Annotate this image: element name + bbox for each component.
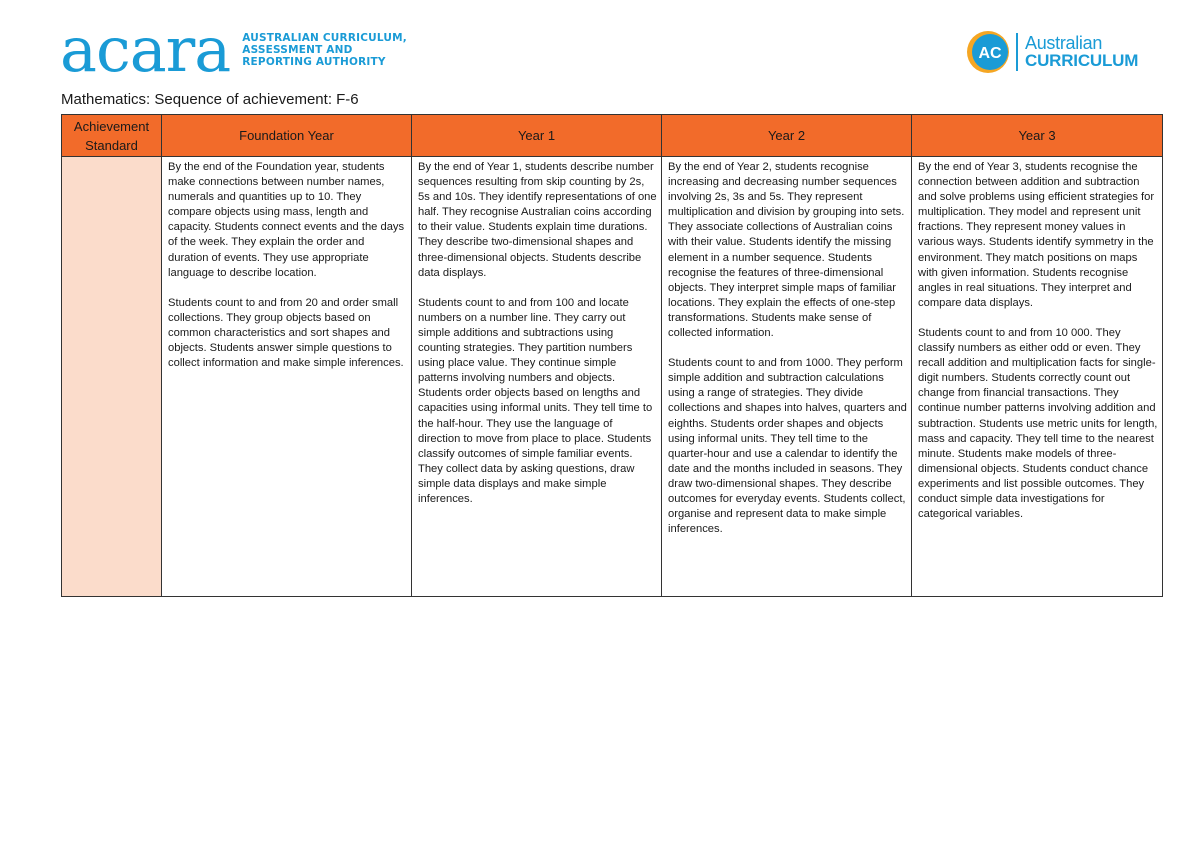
achievement-table: [61, 114, 1163, 597]
year-2-paragraph-1: By the end of Year 2, students recognise increasing and decreasing number sequences involving 2s, 3s and 5s. They represent multiplication and division by grouping into sets. They associate collections of Australian coins with their value. Students identify the missing element in a number sequence. Students recognise the features of three-dimensional objects. They interpret simple maps of familiar locations. They explain the effects of one-step transformations. Students make sense of collected information.: [668, 161, 905, 340]
year-1-paragraph-2: Students count to and from 100 and locate numbers on a number line. They carry out simple additions and subtractions using counting strategies. They partition numbers using place value. They continue simple patterns involving numbers and objects. Students order objects based on lengths and capacities using informal units. They tell time to the half-hour. They use the language of direction to move from place to place. Students classify outcomes of simple familiar events. They collect data by asking questions, draw simple data displays and make simple inferences.: [418, 296, 653, 505]
acara-logo-line: AUSTRALIAN CURRICULUM,: [242, 32, 407, 44]
acara-logo-line: REPORTING AUTHORITY: [242, 56, 386, 68]
page-title: Mathematics: Sequence of achievement: F-6: [61, 91, 359, 108]
header-foundation-year: Foundation Year: [162, 115, 412, 157]
header-year-3: Year 3: [912, 115, 1163, 157]
header-achievement-standard: [62, 115, 162, 157]
year-2-paragraph-2: Students count to and from 1000. They perform simple addition and subtraction calculations using a range of strategies. They divide collections and shapes into halves, quarters and eighths. Students order shapes and objects using informal units. They tell time to the quarter-hour and use a calendar to identify the date and the months included in seasons. They draw two-dimensional shapes. They describe outcomes for everyday events. Students collect, organise and represent data to make simple inferences.: [668, 357, 907, 536]
page-header: [0, 0, 1200, 90]
year-1-cell: [412, 157, 662, 597]
ac-badge-text: AC: [978, 45, 1002, 62]
acara-logo-word: acara: [60, 13, 231, 86]
table-row: [62, 157, 1163, 597]
year-3-paragraph-2: Students count to and from 10 000. They classify numbers as either odd or even. They recall addition and multiplication facts for single-digit numbers. Students correctly count out change from financial transactions. They continue number patterns involving addition and subtraction. Students use metric units for length, mass and capacity. They tell time to the nearest minute. Students make models of three-dimensional objects. Students conduct chance experiments and list possible outcomes. They conduct simple data investigations for categorical variables.: [918, 326, 1158, 521]
ac-logo-line1: Australian: [1025, 33, 1103, 53]
table-header-row: [62, 115, 1163, 157]
acara-logo: [60, 13, 407, 86]
foundation-paragraph-2: Students count to and from 20 and order small collections. They group objects based on common characteristics and sort shapes and objects. Students answer simple questions to collect information and make simple inferences.: [168, 296, 404, 370]
ac-logo-line2: CURRICULUM: [1025, 51, 1139, 70]
header-standard-line: Standard: [85, 137, 138, 153]
ac-logo-divider: [1016, 33, 1018, 71]
year-3-cell: [912, 157, 1163, 597]
year-1-paragraph-1: By the end of Year 1, students describe number sequences resulting from skip counting by 2s, 5s and 10s. They identify representations of one half. They recognise Australian coins according to their value. Students explain time durations. They describe two-dimensional shapes and three-dimensional objects. Students describe data displays.: [418, 161, 657, 279]
year-3-paragraph-1: By the end of Year 3, students recognise the connection between addition and subtraction and solve problems using efficient strategies for multiplication. They model and represent unit fractions. They represent money values in various ways. Students identify symmetry in the environment. They match positions on maps with given information. Students recognise angles in real situations. They interpret and compare data displays.: [918, 161, 1155, 309]
australian-curriculum-logo: [966, 30, 1138, 74]
foundation-paragraph-1: By the end of the Foundation year, students make connections between number names, numerals and quantities up to 10. They compare objects using mass, length and capacity. Students connect events and the days of the week. They explain the order and duration of events. They use appropriate language to describe location.: [168, 161, 405, 279]
foundation-cell: [162, 157, 412, 597]
header-achievement-line: Achievement: [73, 118, 150, 134]
ac-logo-text: [1025, 35, 1138, 69]
year-2-cell: [662, 157, 912, 597]
acara-logo-subtitle: [242, 32, 407, 68]
achievement-standard-cell: [62, 157, 162, 597]
ac-badge-icon: [966, 30, 1010, 74]
header-year-1: Year 1: [412, 115, 662, 157]
acara-logo-line: ASSESSMENT AND: [242, 44, 353, 56]
header-year-2: Year 2: [662, 115, 912, 157]
